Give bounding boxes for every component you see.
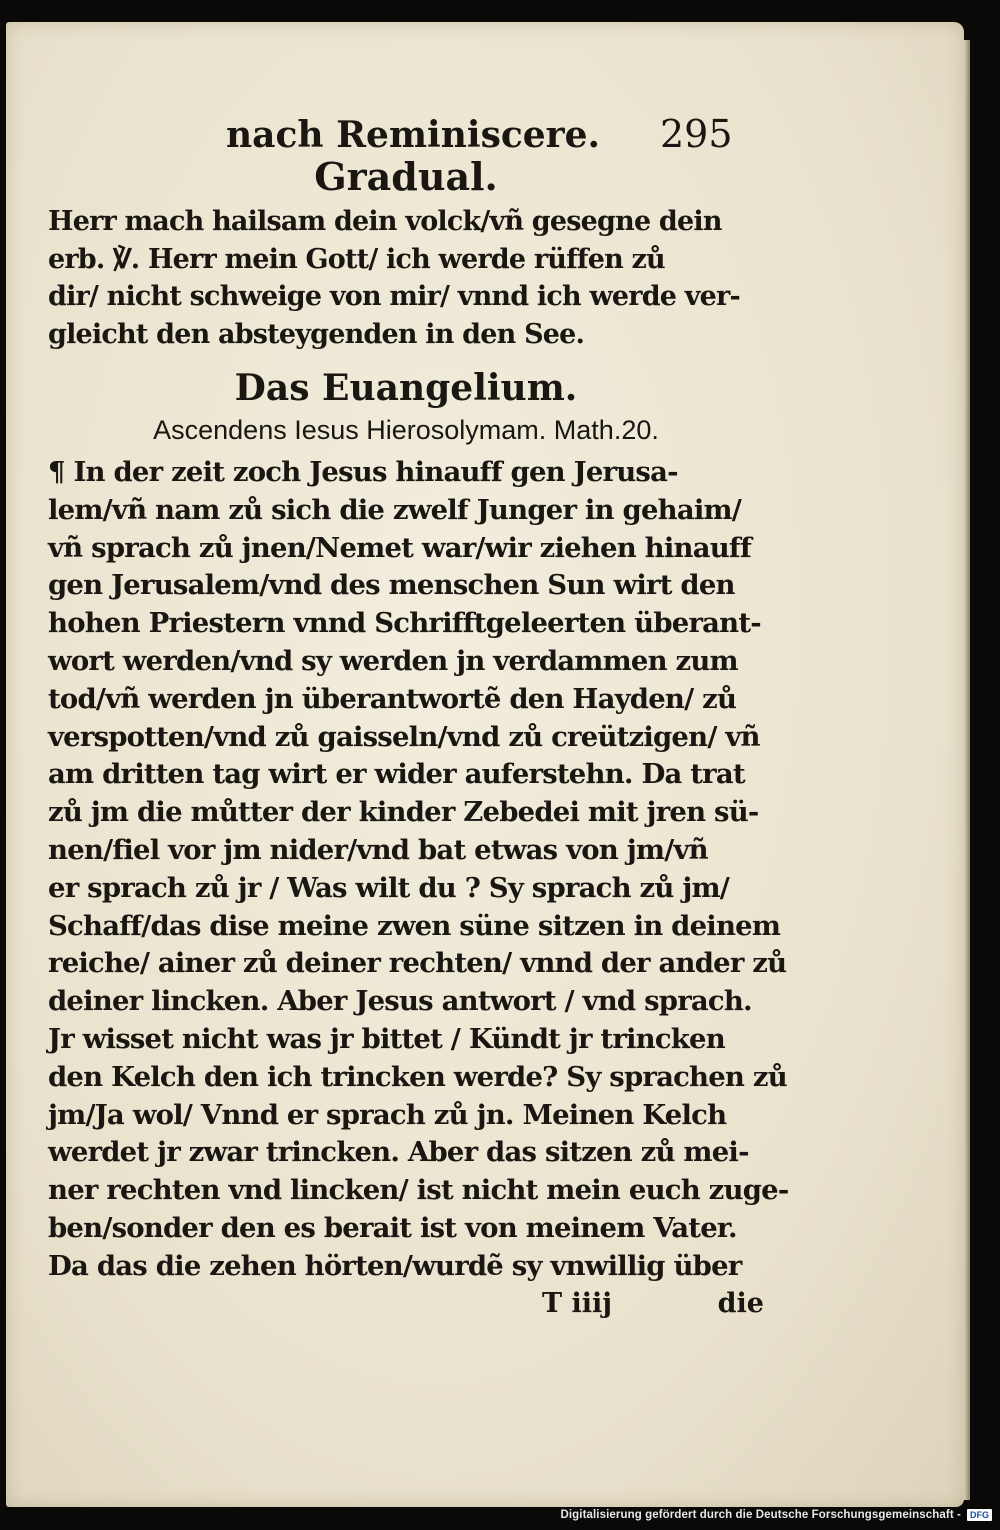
gradual-heading: Gradual.	[314, 154, 498, 199]
dfg-logo-icon: DFG	[967, 1509, 992, 1521]
gospel-heading: Das Euangelium.	[234, 367, 578, 409]
text-line: verspotten/vnd zů gaisseln/vnd zů creützigen/ vñ	[48, 720, 760, 753]
page-text	[48, 112, 789, 1328]
running-head-title: nach Reminiscere.	[226, 114, 601, 156]
text-line: Jr wisset nicht was jr bittet / Kündt jr trincken	[48, 1022, 725, 1055]
text-line: vñ sprach zů jnen/Nemet war/wir ziehen hinauff	[48, 531, 751, 564]
text-line: nen/fiel vor jm nider/vnd bat etwas von jm/vñ	[48, 833, 708, 866]
text-line: gen Jerusalem/vnd des menschen Sun wirt den	[48, 569, 735, 602]
text-line: erb. ℣. Herr mein Gott/ ich werde rüffen zů	[48, 243, 665, 275]
text-line: gleicht den absteygenden in den See.	[48, 318, 585, 350]
text-line: reiche/ ainer zů deiner rechten/ vnnd der ander zů	[48, 947, 787, 980]
page-number: 295	[660, 112, 733, 156]
text-line: deiner lincken. Aber Jesus antwort / vnd sprach.	[48, 985, 752, 1018]
text-line: er sprach zů jr / Was wilt du ? Sy sprach zů jm/	[48, 871, 730, 904]
text-line: jm/Ja wol/ Vnnd er sprach zů jn. Meinen Kelch	[48, 1098, 727, 1131]
funding-footer	[560, 1506, 992, 1524]
text-line: lem/vñ nam zů sich die zwelf Junger in gehaim/	[48, 493, 742, 526]
text-line: hohen Priestern vnnd Schrifftgeleerten überant-	[48, 607, 761, 640]
catchword: die	[717, 1287, 764, 1319]
text-line: wort werden/vnd sy werden jn verdammen zum	[48, 644, 738, 677]
text-line: tod/vñ werden jn überantwortẽ den Hayden/ zů	[48, 682, 737, 715]
text-line: dir/ nicht schweige von mir/ vnnd ich werde ver-	[48, 281, 740, 312]
gospel-rubric: Ascendens Iesus Hierosolymam. Math.20.	[153, 415, 659, 445]
text-line: werdet jr zwar trincken. Aber das sitzen zů mei-	[48, 1136, 749, 1169]
text-line: zů jm die můtter der kinder Zebedei mit jren sü-	[48, 796, 759, 829]
text-line: Schaff/das dise meine zwen süne sitzen in deinem	[48, 909, 781, 942]
running-head	[48, 112, 764, 160]
text-line: Herr mach hailsam dein volck/vñ gesegne dein	[48, 206, 722, 237]
text-line: ¶ In der zeit zoch Jesus hinauff gen Jerusa-	[48, 456, 678, 488]
page-edge	[964, 40, 970, 1500]
text-line: Da das die zehen hörten/wurdẽ sy vnwillig über	[48, 1249, 742, 1282]
text-line: den Kelch den ich trincken werde? Sy sprachen zů	[48, 1060, 787, 1093]
signature-mark: T iiij	[542, 1287, 613, 1319]
gradual-text	[48, 203, 764, 353]
text-line: am dritten tag wirt er wider auferstehn. Da trat	[48, 758, 745, 791]
text-line: ner rechten vnd lincken/ ist nicht mein euch zuge-	[48, 1174, 789, 1207]
text-line: ben/sonder den es berait ist von meinem Vater.	[48, 1211, 737, 1244]
catchline	[48, 1288, 764, 1328]
gospel-text	[48, 454, 789, 1286]
footer-credit: Digitalisierung gefördert durch die Deutsche Forschungsgemeinschaft -	[560, 1509, 961, 1521]
